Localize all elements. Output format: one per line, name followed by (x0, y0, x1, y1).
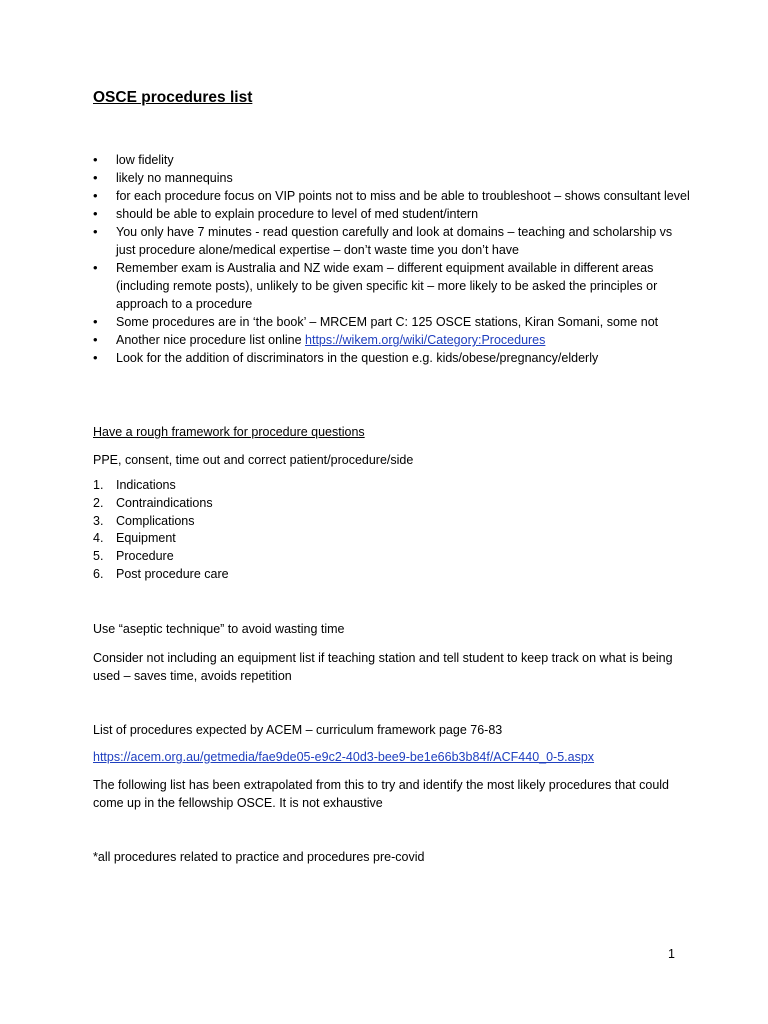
framework-steps-list (93, 477, 229, 584)
bullet-text: Some procedures are in ‘the book’ – MRCEM part C: 125 OSCE stations, Kiran Somani, some not (116, 315, 659, 329)
extrapolation-note: The following list has been extrapolated from this to try and identify the most likely procedures that could come up in the fellowship OSCE. It is not exhaustive (93, 778, 669, 810)
framework-step (93, 530, 229, 548)
framework-step (93, 548, 229, 566)
bullet-item (93, 205, 693, 223)
step-label: Indications (116, 478, 176, 492)
step-label: Equipment (116, 531, 176, 546)
framework-step (93, 495, 229, 513)
wikem-procedures-link[interactable]: https://wikem.org/wiki/Category:Procedures (305, 333, 546, 347)
bullet-text: Look for the addition of discriminators in the question e.g. kids/obese/pregnancy/elderly (116, 351, 599, 365)
covid-note: *all procedures related to practice and procedures pre-covid (93, 850, 425, 864)
step-number: 5. (93, 549, 104, 564)
step-label: Contraindications (116, 495, 213, 510)
bullet-item (93, 331, 693, 349)
step-number: 3. (93, 513, 104, 528)
notes-bullet-list (93, 151, 693, 367)
bullet-text: Remember exam is Australia and NZ wide exam – different equipment available in different areas (including remote posts), unlikely to be given specific kit – more likely to be asked the principles or approach to a procedure (116, 261, 658, 311)
aseptic-note: Use “aseptic technique” to avoid wasting time (93, 622, 345, 636)
equipment-note: Consider not including an equipment list if teaching station and tell student to keep track on what is being used – saves time, avoids repetition (93, 651, 673, 683)
bullet-text: Another nice procedure list online (116, 333, 306, 347)
document-title: OSCE procedures list (93, 89, 253, 106)
bullet-item (93, 349, 693, 367)
bullet-item (93, 223, 693, 259)
step-number: 1. (93, 478, 104, 492)
bullet-text: should be able to explain procedure to level of med student/intern (116, 207, 479, 221)
step-label: Complications (116, 513, 195, 528)
bullet-item (93, 169, 693, 187)
framework-step (93, 566, 229, 584)
step-label: Post procedure care (116, 566, 229, 581)
acem-curriculum-link[interactable]: https://acem.org.au/getmedia/fae9de05-e9c2-40d3-bee9-be1e66b3b84f/ACF440_0-5.aspx (93, 750, 595, 764)
bullet-text: You only have 7 minutes - read question carefully and look at domains – teaching and scholarship vs just procedure alone/medical expertise – don’t waste time you don’t have (116, 225, 673, 257)
bullet-item (93, 187, 693, 205)
acem-intro: List of procedures expected by ACEM – curriculum framework page 76-83 (93, 723, 503, 737)
bullet-text: low fidelity (116, 153, 174, 167)
bullet-item (93, 313, 693, 331)
step-number: 2. (93, 495, 104, 510)
step-number: 4. (93, 531, 104, 546)
step-number: 6. (93, 566, 104, 581)
framework-step (93, 513, 229, 531)
step-label: Procedure (116, 549, 174, 564)
bullet-text: for each procedure focus on VIP points not to miss and be able to troubleshoot – shows consultant level (116, 189, 690, 203)
framework-heading: Have a rough framework for procedure questions (93, 425, 365, 439)
bullet-text: likely no mannequins (116, 171, 233, 185)
framework-step (93, 477, 229, 495)
acem-link-paragraph (93, 748, 693, 766)
page-number: 1 (668, 947, 675, 961)
framework-intro: PPE, consent, time out and correct patient/procedure/side (93, 453, 414, 467)
bullet-item (93, 259, 693, 313)
bullet-item (93, 151, 693, 169)
